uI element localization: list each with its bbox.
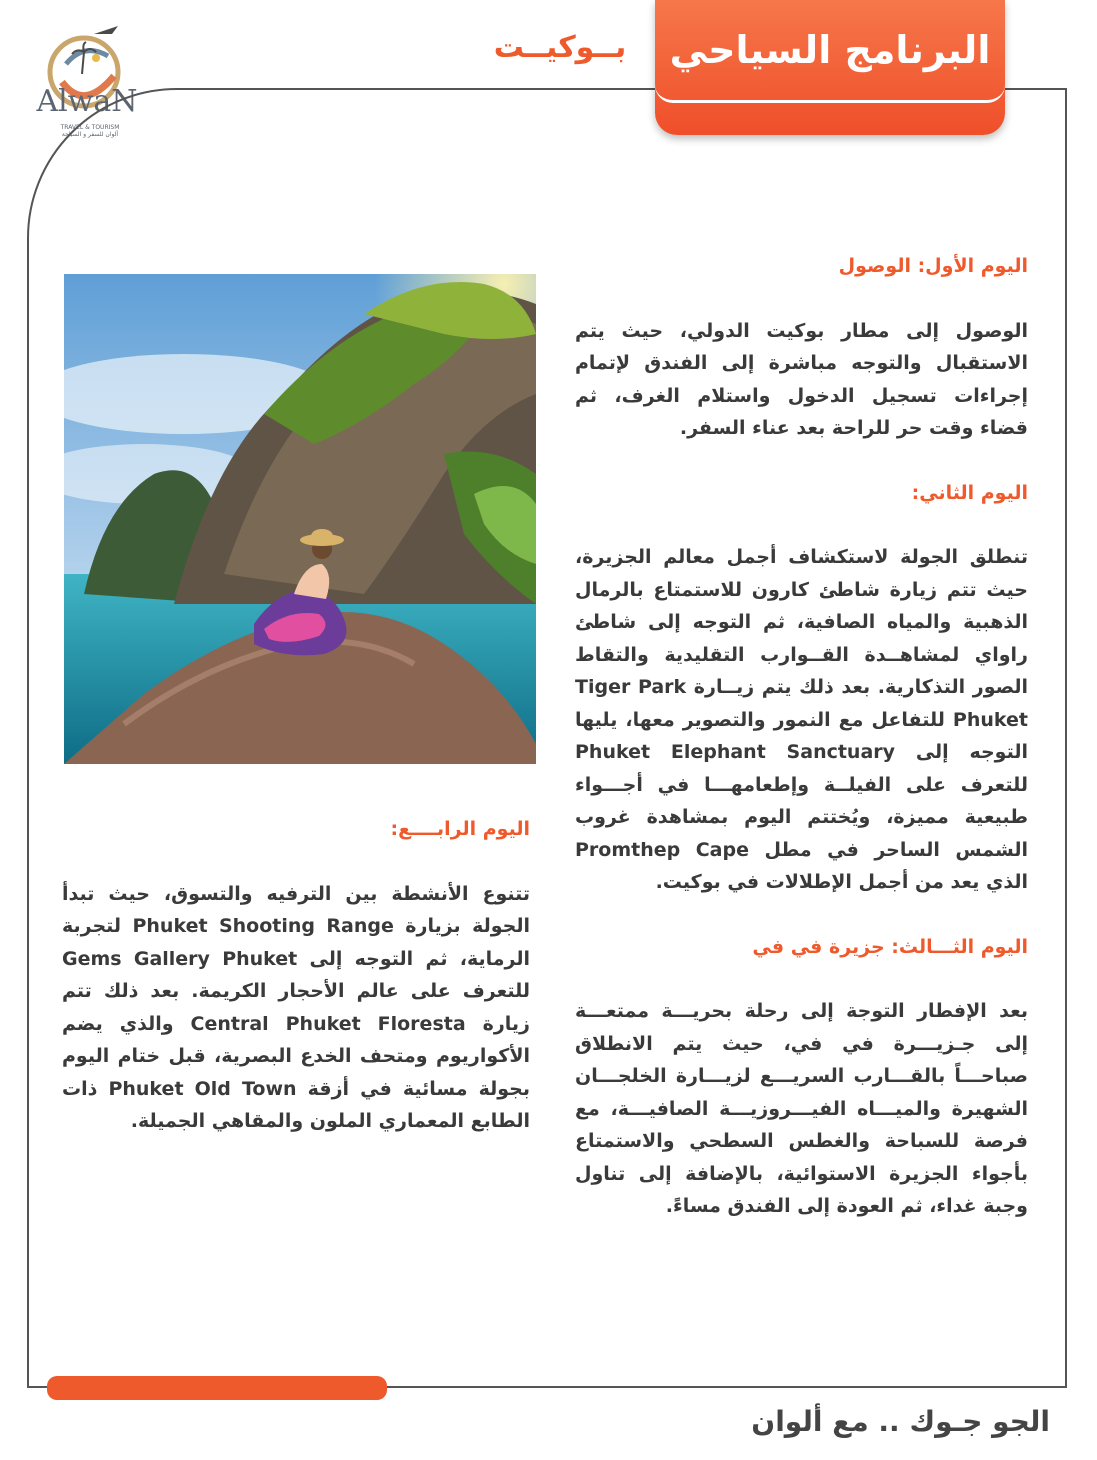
brand-tagline-en: TRAVEL & TOURISM — [60, 124, 120, 131]
page-title: البرنامج السياحي — [669, 28, 991, 72]
day3-heading: اليوم الثـــالث: جزيرة في في — [752, 935, 1028, 958]
brand-name: AlwaN — [36, 84, 138, 119]
footer-slogan: الجو جـوك .. مع ألوان — [751, 1405, 1050, 1438]
beach-cliff-image — [64, 274, 536, 764]
day1-text: الوصول إلى مطار بوكيت الدولي، حيث يتم الاستقبال والتوجه مباشرة إلى الفندق لإتمام إجراءات تسجيل الدخول واستلام الغرف، ثم قضاء وقت حر للراحة بعد عناء السفر. — [575, 319, 1028, 439]
title-banner — [655, 0, 1005, 135]
day4-heading: اليوم الرابــــع: — [390, 818, 530, 840]
day1-heading: اليوم الأول: الوصول — [838, 255, 1028, 277]
left-column — [62, 813, 530, 1138]
destination-label: بــوكيــت — [493, 30, 627, 65]
day2-text: تنطلق الجولة لاستكشاف أجمل معالم الجزيرة، حيث تتم زيارة شاطئ كارون للاستمتاع بالرمال الذهبية والمياه الصافية، ثم التوجه إلى شاطئ راواي لمشاهــدة القــوارب التقليدية والتقاط الصور التذكارية. بعد ذلك يتم زيــارة Tiger Park Phuket للتفاعل مع النمور والتصوير معها، يليها التوجه إلى Phuket Elephant Sanctuary للتعرف على الفيلــة وإطعامهـــا في أجـــواء طبيعية مميزة، ويُختتم اليوم بمشاهدة غروب الشمس الساحر في مطل Promthep Cape الذي يعد من أجمل الإطلالات في بوكيت. — [575, 546, 1029, 893]
brand-tagline-ar: ألوان للسفر و السياحة — [61, 131, 119, 138]
destination-photo — [64, 274, 536, 764]
day4-text: تتنوع الأنشطة بين الترفيه والتسوق، حيث تبدأ الجولة بزيارة Phuket Shooting Range لتجربة الرماية، ثم التوجه إلى Gems Gallery Phuket للتعرف على عالم الأحجار الكريمة. بعد ذلك تتم زيارة Central Phuket Floresta والذي يضم الأكواريوم ومتحف الخدع البصرية، قبل ختام اليوم بجولة مسائية في أزقة Phuket Old Town ذات الطابع المعماري الملون والمقاهي الجميلة. — [62, 882, 531, 1132]
title-banner-inner — [655, 0, 1005, 103]
footer-accent-bar — [47, 1376, 387, 1400]
day3-text: بعد الإفطار التوجة إلى رحلة بحريـــة ممتعـــة إلى جـزيـــرة في في، حيث يتم الانطلاق صباحـــاً بالقـــارب السريـــع لزيـــارة الخلجـــان الشهيرة والميـــاه الفيـــروزيـــة الصافيـــة، مع فرصة للسباحة والغطس السطحي والاستمتاع بأجواء الجزيرة الاستوائية، بالإضافة إلى تناول وجبة غداء، ثم العودة إلى الفندق مساءً. — [575, 1000, 1028, 1217]
right-column — [575, 250, 1028, 1223]
day2-heading: اليوم الثاني: — [911, 481, 1028, 504]
